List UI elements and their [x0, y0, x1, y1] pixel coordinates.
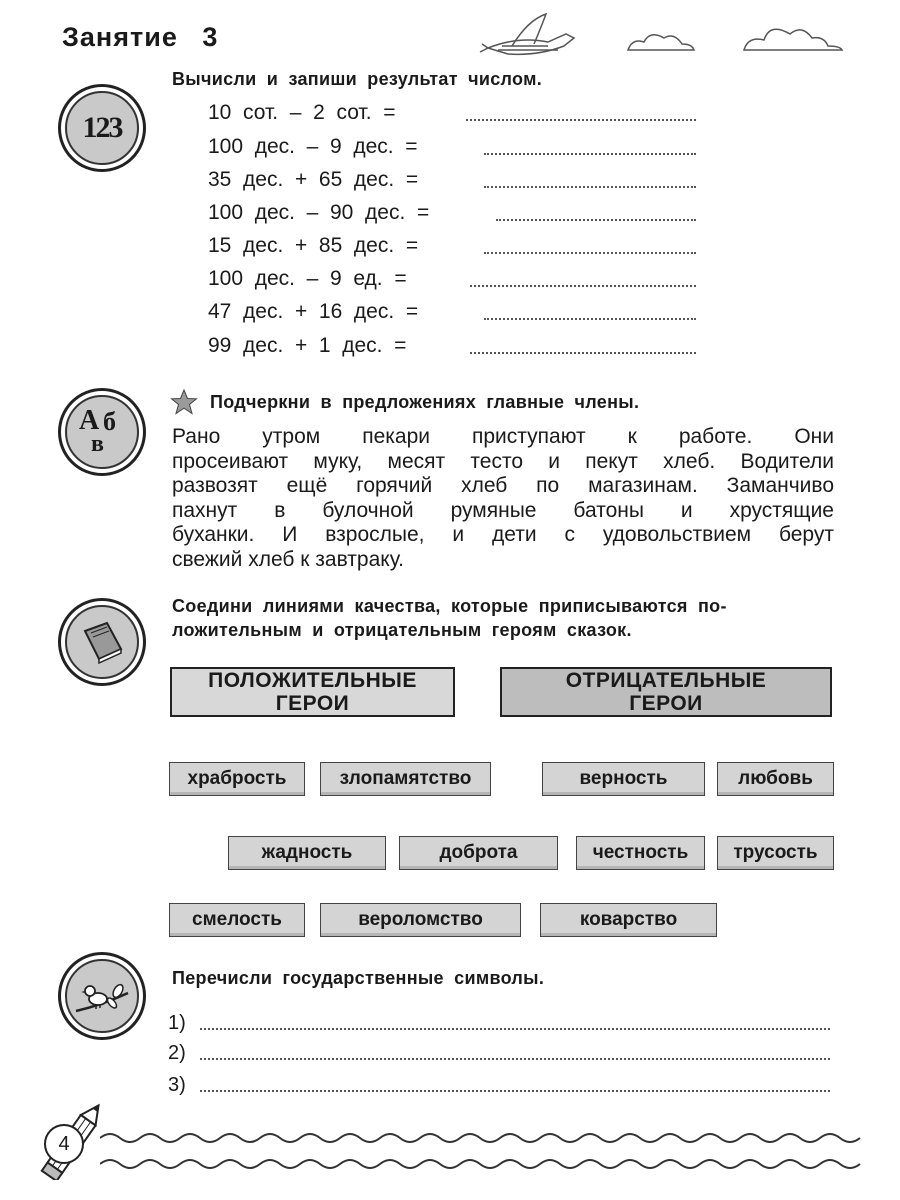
- symbol-answer-line-3[interactable]: [200, 1090, 830, 1092]
- bread-text[interactable]: [172, 425, 834, 572]
- word-box[interactable]: вероломство: [320, 903, 521, 937]
- answer-line-8[interactable]: [470, 352, 696, 354]
- text-line-3: развозят ещё горячий хлеб по магазинам. Заманчиво: [172, 474, 834, 497]
- equation-1: 10 сот. – 2 сот. =: [208, 101, 396, 124]
- word-box[interactable]: доброта: [399, 836, 558, 870]
- alphabet-letter-a: А: [79, 405, 100, 436]
- text-line-2: просеивают муку, месят тесто и пекут хлеб. Водители: [172, 449, 834, 473]
- equation-3: 35 дес. + 65 дес. =: [208, 168, 419, 191]
- bird-on-branch-glyph: [74, 971, 130, 1021]
- word-box[interactable]: честность: [576, 836, 705, 870]
- star-icon: [170, 389, 198, 415]
- task3-instruction-line2: ложительным и отрицательным героям сказок.: [172, 620, 632, 640]
- bird-and-clouds-decoration: [478, 12, 858, 62]
- symbol-answer-line-1[interactable]: [200, 1028, 830, 1030]
- positive-header-line2: ГЕРОИ: [275, 692, 350, 715]
- text-line-4: пахнут в булочной румяные батоны и хрустящие: [172, 498, 834, 522]
- answer-line-2[interactable]: [484, 153, 696, 155]
- text-line-5: буханки. И взрослые, и дети с удовольствием берут: [172, 523, 834, 546]
- page-title: Занятие 3: [62, 22, 219, 52]
- equation-8: 99 дес. + 1 дес. =: [208, 334, 407, 357]
- negative-header-line1: ОТРИЦАТЕЛЬНЫЕ: [565, 669, 767, 692]
- word-box[interactable]: жадность: [228, 836, 386, 870]
- answer-label-1: 1): [168, 1012, 186, 1034]
- answer-label-3: 3): [168, 1074, 186, 1096]
- book-icon: [58, 598, 146, 686]
- equation-7: 47 дес. + 16 дес. =: [208, 300, 419, 323]
- answer-line-4[interactable]: [496, 219, 696, 221]
- alphabet-icon: [58, 388, 146, 476]
- task4-instruction: Перечисли государственные символы.: [172, 968, 545, 988]
- alphabet-letter-b: б: [103, 407, 116, 436]
- wave-border-decoration: [100, 1128, 880, 1176]
- word-box[interactable]: верность: [542, 762, 705, 796]
- bird-branch-icon: [58, 952, 146, 1040]
- equation-4: 100 дес. – 90 дес. =: [208, 201, 430, 224]
- answer-line-5[interactable]: [484, 252, 696, 254]
- word-box[interactable]: смелость: [169, 903, 305, 937]
- task2-instruction: Подчеркни в предложениях главные члены.: [210, 392, 640, 412]
- word-box[interactable]: злопамятство: [320, 762, 491, 796]
- numbers-icon-text: 123: [82, 111, 122, 144]
- alphabet-letter-v: в: [91, 431, 104, 457]
- book-icon-glyph: [77, 617, 127, 667]
- equation-6: 100 дес. – 9 ед. =: [208, 267, 407, 290]
- task1-instruction: Вычисли и запиши результат числом.: [172, 69, 543, 89]
- answer-line-1[interactable]: [466, 119, 696, 121]
- negative-heroes-header: [500, 667, 832, 717]
- equation-5: 15 дес. + 85 дес. =: [208, 234, 419, 257]
- positive-header-line1: ПОЛОЖИТЕЛЬНЫЕ: [208, 669, 417, 692]
- symbol-answer-line-2[interactable]: [200, 1058, 830, 1060]
- text-line-1: Рано утром пекари приступают к работе. Они: [172, 425, 834, 448]
- answer-label-2: 2): [168, 1042, 186, 1064]
- negative-header-line2: ГЕРОИ: [629, 692, 703, 715]
- numbers-icon: [58, 84, 146, 172]
- answer-line-3[interactable]: [484, 186, 696, 188]
- task3-instruction-line1: Соедини линиями качества, которые приписываются по-: [172, 596, 727, 616]
- answer-line-7[interactable]: [484, 318, 696, 320]
- page-number: 4: [44, 1124, 84, 1164]
- answer-line-6[interactable]: [470, 285, 696, 287]
- word-box[interactable]: любовь: [717, 762, 834, 796]
- word-box[interactable]: трусость: [717, 836, 834, 870]
- equation-2: 100 дес. – 9 дес. =: [208, 135, 418, 158]
- text-line-6: свежий хлеб к завтраку.: [172, 547, 404, 571]
- word-box[interactable]: коварство: [540, 903, 717, 937]
- word-box[interactable]: храбрость: [169, 762, 305, 796]
- positive-heroes-header: [170, 667, 455, 717]
